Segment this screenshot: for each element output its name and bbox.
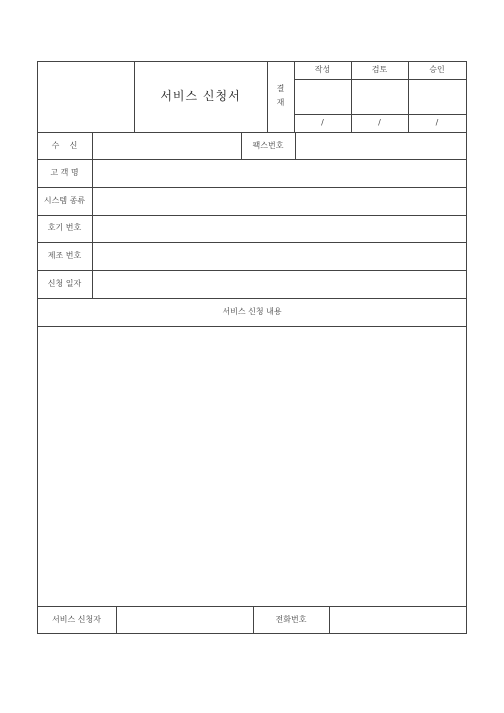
approval-date-review: / — [378, 118, 381, 127]
label-system-type: 시스템 종류 — [43, 196, 86, 205]
content-header: 서비스 신청 내용 — [222, 307, 282, 316]
approval-label-top: 결 — [276, 84, 285, 93]
approval-sign-review[interactable] — [352, 80, 408, 114]
approval-label-bottom: 재 — [276, 98, 285, 107]
approval-sign-approve[interactable] — [409, 80, 466, 114]
recipient-field[interactable] — [93, 133, 241, 159]
label-applicant: 서비스 신청자 — [52, 615, 101, 624]
approval-date-author: / — [321, 118, 324, 127]
approval-col-review: 검토 — [371, 65, 388, 74]
label-recipient: 수 신 — [51, 141, 78, 150]
approval-col-approve: 승인 — [429, 65, 445, 74]
label-fax: 팩스번호 — [252, 141, 284, 150]
unit-number-field[interactable] — [93, 216, 466, 242]
form-title: 서비스 신청서 — [160, 89, 241, 103]
content-area[interactable] — [38, 327, 466, 606]
phone-field[interactable] — [330, 607, 466, 633]
system-type-field[interactable] — [93, 188, 466, 215]
header-divider-2 — [267, 61, 268, 132]
approval-col-author: 작성 — [314, 65, 331, 74]
label-customer: 고 객 명 — [50, 168, 79, 177]
label-serial-number: 제조 번호 — [47, 251, 82, 260]
row-line-7 — [37, 298, 467, 299]
approval-date-line — [294, 114, 467, 115]
border-bottom — [37, 633, 467, 634]
approval-sign-author[interactable] — [295, 80, 351, 114]
customer-field[interactable] — [93, 160, 466, 187]
request-date-field[interactable] — [93, 271, 466, 298]
label-phone: 전화번호 — [275, 615, 307, 624]
label-request-date: 신청 일자 — [47, 279, 82, 288]
border-top — [37, 61, 467, 62]
border-right — [466, 61, 467, 634]
label-unit-number: 호기 번호 — [47, 223, 82, 232]
service-request-form — [37, 61, 467, 634]
approval-date-approve: / — [435, 118, 439, 127]
fax-field[interactable] — [296, 133, 466, 159]
serial-number-field[interactable] — [93, 243, 466, 270]
applicant-field[interactable] — [117, 607, 253, 633]
